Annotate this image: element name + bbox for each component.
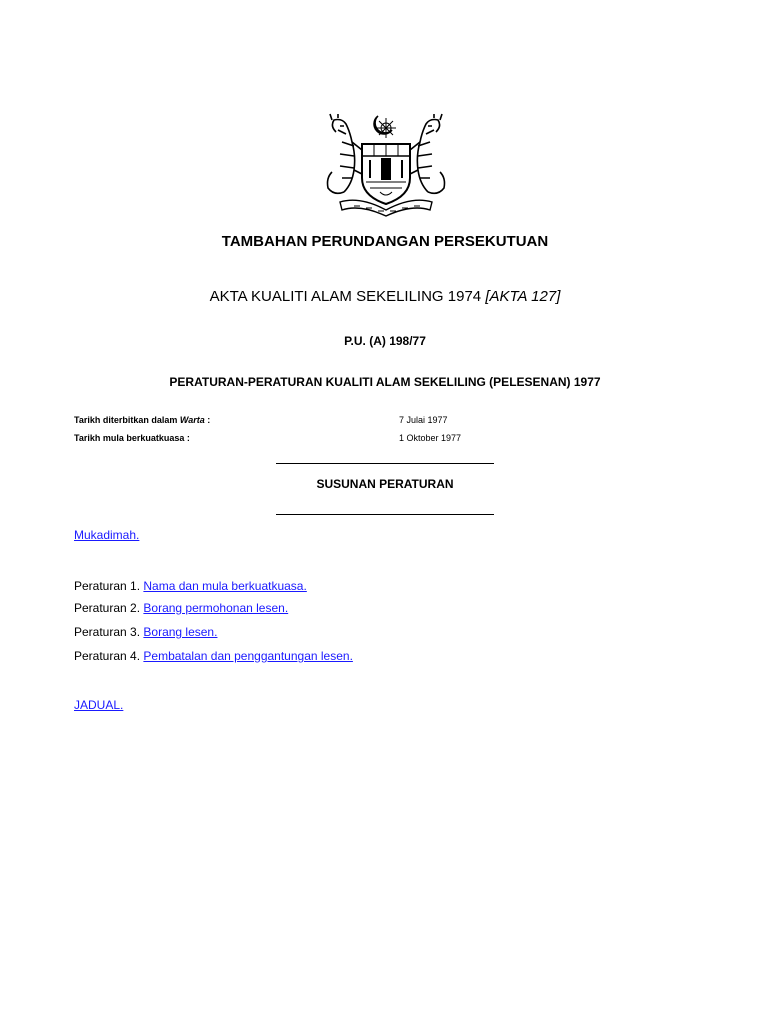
toc-item-prefix: Peraturan 4. — [74, 649, 141, 663]
act-name: AKTA KUALITI ALAM SEKELILING 1974 — [209, 288, 482, 305]
published-label-italic: Warta — [179, 415, 205, 425]
arrangement-heading: SUSUNAN PERATURAN — [316, 477, 454, 491]
published-date-value: 7 Julai 1977 — [399, 415, 448, 425]
regulation-1-link[interactable]: Nama dan mula berkuatkuasa. — [143, 579, 307, 593]
published-label-prefix: Tarikh diterbitkan dalam — [74, 415, 178, 425]
toc-item — [74, 625, 217, 639]
divider-bottom — [276, 514, 494, 515]
toc-preamble — [74, 528, 139, 542]
toc-item — [74, 649, 353, 663]
commencement-date-label: Tarikh mula berkuatkuasa : — [74, 433, 190, 443]
toc-item-prefix: Peraturan 1. — [74, 579, 141, 593]
commencement-date-value: 1 Oktober 1977 — [399, 433, 462, 443]
divider-top — [276, 463, 494, 464]
toc-item — [74, 579, 307, 593]
document-title: TAMBAHAN PERUNDANGAN PERSEKUTUAN — [221, 233, 549, 250]
act-title — [0, 288, 770, 305]
published-date-label — [74, 415, 210, 425]
regulation-3-link[interactable]: Borang lesen. — [143, 625, 218, 639]
toc-item-prefix: Peraturan 3. — [74, 625, 141, 639]
schedule-link[interactable]: JADUAL. — [74, 698, 124, 712]
regulation-title: PERATURAN-PERATURAN KUALITI ALAM SEKELILING (PELESENAN) 1977 — [169, 375, 601, 389]
regulation-4-link[interactable]: Pembatalan dan penggantungan lesen. — [143, 649, 353, 663]
pu-number: P.U. (A) 198/77 — [344, 334, 426, 348]
toc-schedule — [74, 698, 123, 712]
coat-of-arms-emblem — [320, 112, 452, 220]
act-number: [AKTA 127] — [485, 288, 561, 305]
published-label-suffix: : — [204, 415, 211, 425]
toc-item-prefix: Peraturan 2. — [74, 601, 141, 615]
regulation-2-link[interactable]: Borang permohonan lesen. — [143, 601, 289, 615]
preamble-link[interactable]: Mukadimah. — [74, 528, 140, 542]
toc-item — [74, 601, 288, 615]
